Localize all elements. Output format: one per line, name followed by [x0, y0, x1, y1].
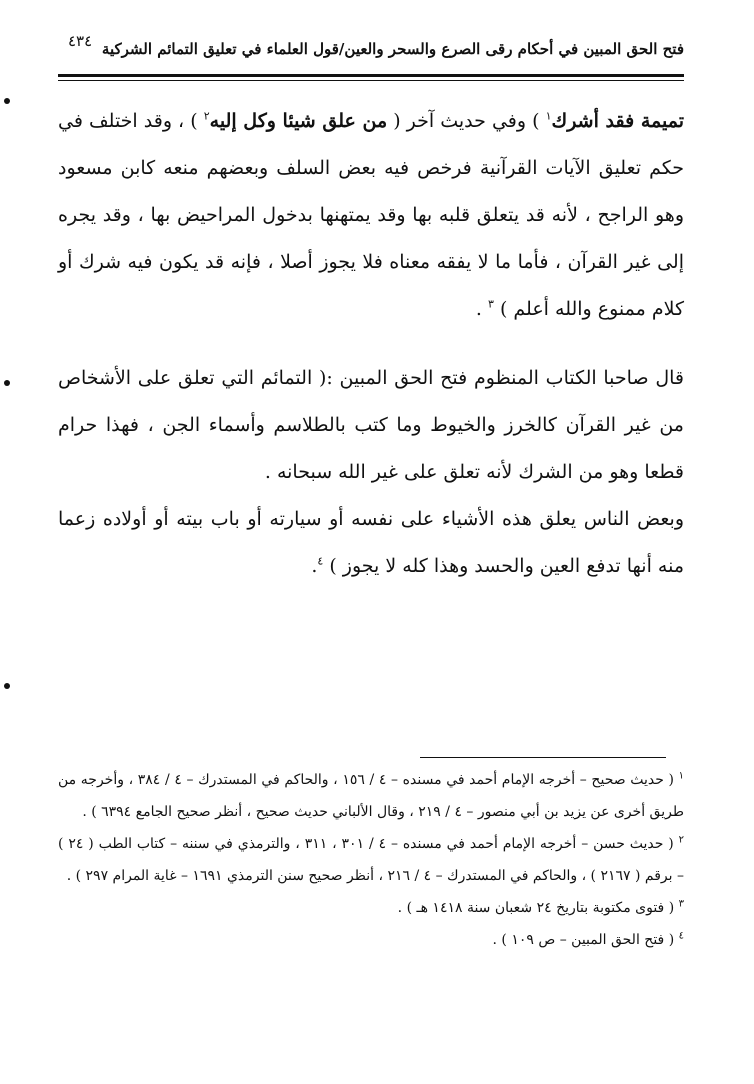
header-rule-thick: [58, 74, 684, 77]
footnote-number: ٣: [678, 898, 684, 910]
footnote-separator: [420, 757, 666, 758]
quote-bold-1: تميمة فقد أشرك: [551, 110, 684, 132]
header-title: فتح الحق المبين في أحكام رقى الصرع والسحر والعين/قول العلماء في تعليق التمائم الشركية: [101, 40, 684, 58]
paragraph-text: ) ، وقد اختلف في حكم تعليق الآيات القرآنية فرخص فيه بعض السلف وبعضهم منعه كابن مسعود وهو الراجح ، لأنه قد يتعلق قلبه بها وقد يمتهنها بدخول المراحيض بها ، وقد يجره إلى غير القرآن ، فأما ما لا يفقه معناه فلا يجوز أصلا ، فإنه قد يكون فيه شرك أو كلام ممنوع والله أعلم ): [58, 110, 684, 320]
footnotes: [58, 764, 684, 956]
footnote-number: ٢: [678, 834, 684, 846]
paragraph-text: وبعض الناس يعلق هذه الأشياء على نفسه أو سيارته أو باب بيته أو أولاده زعما منه أنها تدفع العين والحسد وهذا كله لا يجوز ): [58, 508, 684, 577]
paragraph-text: .: [475, 298, 488, 320]
footnote-text: ( فتوى مكتوبة بتاريخ ٢٤ شعبان سنة ١٤١٨ هـ ) .: [397, 900, 675, 916]
footnote-ref-1: ١: [545, 109, 552, 123]
paragraph-3: [58, 496, 684, 590]
footnote-text: ( فتح الحق المبين – ص ١٠٩ ) .: [492, 932, 675, 948]
footnote-ref-4: ٤: [317, 554, 324, 568]
footnote-2: [58, 828, 684, 892]
header-rule-thin: [58, 80, 684, 81]
paragraph-text: قال صاحبا الكتاب المنظوم فتح الحق المبين :( التمائم التي تعلق على الأشخاص من غير القرآن كالخرز والخيوط وما كتب بالطلاسم وأسماء الجن ، فهذا حرام قطعا وهو من الشرك لأنه تعلق على غير الله سبحانه .: [58, 367, 684, 483]
paragraph-text: ) وفي حديث آخر (: [387, 110, 546, 132]
quote-bold-2: من علق شيئا وكل إليه: [209, 110, 388, 132]
footnote-1: [58, 764, 684, 828]
paragraph-1: [58, 98, 684, 333]
paragraph-text: .: [311, 555, 318, 577]
margin-dot-icon: [4, 98, 10, 104]
margin-dot-icon: [4, 683, 10, 689]
footnote-number: ١: [678, 770, 685, 782]
footnote-ref-2: ٢: [203, 109, 210, 123]
footnote-text: ( حديث حسن – أخرجه الإمام أحمد في مسنده – ٤ / ٣٠١ ، ٣١١ ، والترمذي في سننه – كتاب الطب ( ٢٤ ) – برقم ( ٢١٦٧ ) ، والحاكم في المستدرك – ٤ / ٢١٦ ، أنظر صحيح سنن الترمذي ١٦٩١ – غاية المرام ٢٩٧ ) .: [58, 836, 684, 884]
page-number: ٤٣٤: [68, 32, 93, 50]
running-header: [58, 32, 684, 72]
footnote-text: ( حديث صحيح – أخرجه الإمام أحمد في مسنده – ٤ / ١٥٦ ، والحاكم في المستدرك – ٤ / ٣٨٤ ، وأخرجه من طريق أخرى عن يزيد بن أبي منصور – ٤ / ٢١٩ ، وقال الألباني حديث صحيح ، أنظر صحيح الجامع ٦٣٩٤ ) .: [58, 772, 684, 820]
footnote-number: ٤: [678, 930, 684, 942]
margin-dot-icon: [4, 380, 10, 386]
footnote-ref-3: ٣: [488, 297, 494, 311]
footnote-4: [58, 924, 684, 956]
paragraph-2: [58, 355, 684, 496]
footnote-3: [58, 892, 684, 924]
